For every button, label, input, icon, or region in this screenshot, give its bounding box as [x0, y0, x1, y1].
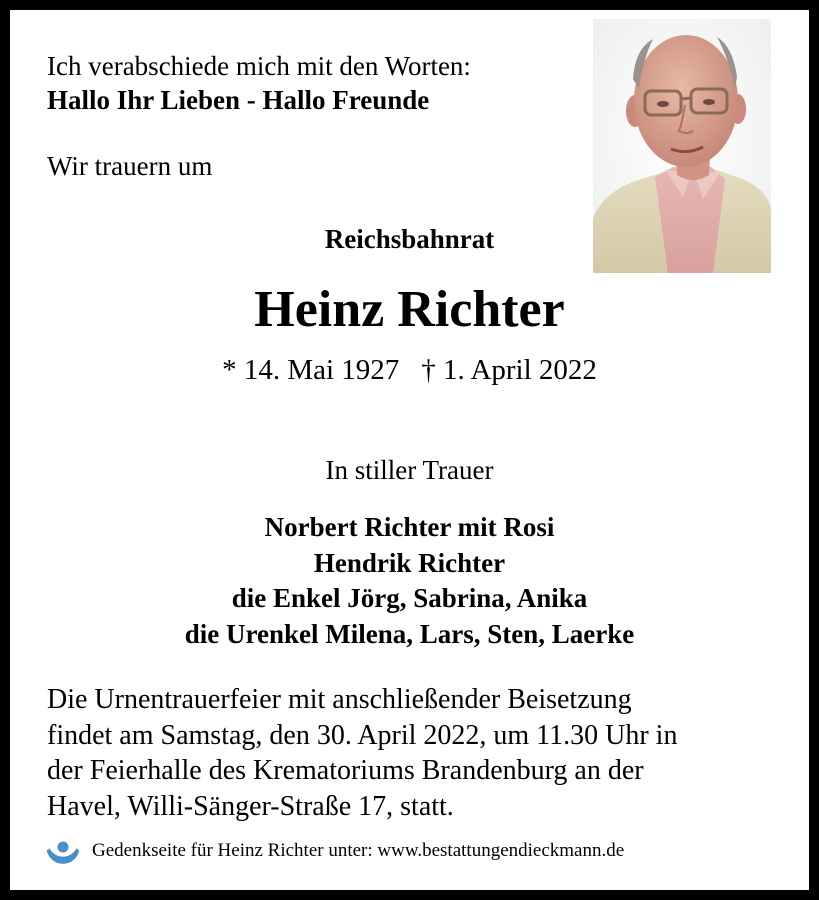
ceremony-line: findet am Samstag, den 30. April 2022, um 11.30 Uhr in [47, 719, 678, 751]
death-date: † 1. April 2022 [421, 354, 597, 386]
mourner-line: die Urenkel Milena, Lars, Sten, Laerke [184, 618, 635, 649]
ceremony-info [47, 682, 787, 824]
farewell-words: Hallo Ihr Lieben - Hallo Freunde [47, 85, 430, 115]
mourning-heading: In stiller Trauer [325, 455, 494, 485]
mourner-line: Norbert Richter mit Rosi [264, 512, 555, 542]
mourning-intro: Wir trauern um [47, 151, 213, 181]
intro-text: Ich verabschiede mich mit den Worten: [47, 51, 471, 81]
deceased-title: Reichsbahnrat [324, 224, 495, 254]
deceased-name: Heinz Richter [254, 281, 565, 338]
mourner-line: die Enkel Jörg, Sabrina, Anika [231, 583, 588, 613]
mourner-line: Hendrik Richter [313, 547, 506, 578]
ceremony-line: der Feierhalle des Krematoriums Brandenburg an der [47, 755, 644, 786]
memorial-page-link[interactable]: Gedenkseite für Heinz Richter unter: www.bestattungendieckmann.de [92, 840, 625, 861]
ceremony-line: Die Urnentrauerfeier mit anschließender Beisetzung [47, 684, 632, 715]
memorial-page-footer [45, 833, 624, 869]
life-dates [10, 353, 809, 387]
birth-date: * 14. Mai 1927 [222, 354, 400, 386]
memorial-logo-icon [45, 833, 81, 869]
mourners-list [10, 510, 809, 652]
ceremony-line: Havel, Willi-Sänger-Straße 17, statt. [47, 790, 454, 822]
